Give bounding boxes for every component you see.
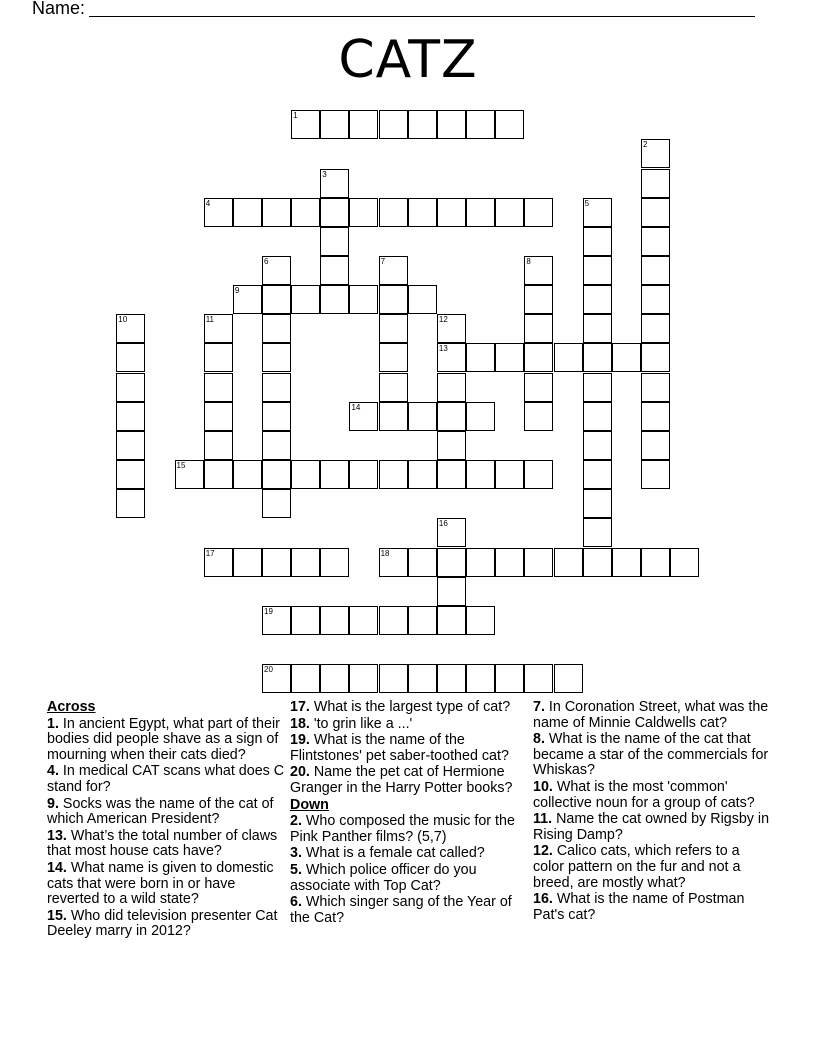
- down-clue: [533, 732, 773, 779]
- clue-number: 17.: [290, 699, 310, 715]
- clue-text: In ancient Egypt, what part of their bodies did people shave as a sign of mourning when their cats died?: [47, 715, 280, 763]
- grid-cell[interactable]: [554, 343, 583, 372]
- cell-number: 19: [264, 606, 273, 616]
- grid-cell[interactable]: [204, 548, 233, 577]
- clue-text: What is the most 'common' collective noun for a group of cats?: [533, 778, 755, 811]
- grid-cell[interactable]: [583, 518, 612, 547]
- grid-cell[interactable]: [320, 548, 349, 577]
- grid-cell[interactable]: [291, 110, 320, 139]
- grid-cell[interactable]: [291, 198, 320, 227]
- clues-column-2: [290, 700, 530, 927]
- clue-text: Who did television presenter Cat Deeley marry in 2012?: [47, 907, 278, 940]
- grid-cell[interactable]: [320, 285, 349, 314]
- clue-number: 10.: [533, 778, 553, 795]
- grid-cell[interactable]: [670, 548, 699, 577]
- clue-number: 19.: [290, 732, 310, 749]
- grid-cell[interactable]: [262, 460, 291, 489]
- grid-cell[interactable]: [524, 664, 553, 693]
- grid-cell[interactable]: [641, 227, 670, 256]
- grid-cell[interactable]: [262, 285, 291, 314]
- cell-number: 4: [205, 198, 211, 208]
- down-clue: [290, 814, 530, 845]
- grid-cell[interactable]: [437, 460, 466, 489]
- grid-cell[interactable]: [408, 606, 437, 635]
- clue-text: What is the name of the Flintstones' pet saber-toothed cat?: [290, 732, 509, 764]
- grid-cell[interactable]: [495, 664, 524, 693]
- cell-number: 16: [438, 519, 448, 529]
- grid-cell[interactable]: [524, 285, 553, 314]
- grid-cell[interactable]: [233, 198, 262, 227]
- grid-cell[interactable]: [466, 110, 495, 139]
- grid-cell[interactable]: [583, 314, 612, 343]
- grid-cell[interactable]: [408, 664, 437, 693]
- grid-cell[interactable]: [641, 343, 670, 372]
- clue-number: 16.: [533, 891, 553, 908]
- grid-cell[interactable]: [408, 460, 437, 489]
- grid-cell[interactable]: [583, 373, 612, 402]
- cell-number: 7: [380, 257, 386, 266]
- grid-cell[interactable]: [320, 227, 349, 256]
- grid-cell[interactable]: [641, 198, 670, 227]
- cell-number: 17: [205, 548, 215, 558]
- grid-cell[interactable]: [583, 227, 612, 256]
- grid-cell[interactable]: [262, 431, 291, 460]
- grid-cell[interactable]: [320, 606, 349, 635]
- cell-number: 20: [264, 665, 273, 675]
- grid-cell[interactable]: [524, 198, 553, 227]
- clue-text: In medical CAT scans what does C stand for?: [47, 763, 285, 795]
- grid-cell[interactable]: [466, 606, 495, 635]
- clue-number: 6.: [290, 894, 302, 911]
- grid-cell[interactable]: [524, 402, 553, 431]
- grid-cell[interactable]: [320, 460, 349, 489]
- clue-number: 13.: [47, 827, 67, 844]
- grid-cell[interactable]: [408, 402, 437, 431]
- down-clue: [290, 863, 530, 894]
- grid-cell[interactable]: [495, 460, 524, 489]
- grid-cell[interactable]: [349, 285, 378, 314]
- clue-number: 18.: [290, 715, 310, 732]
- across-clue: [290, 765, 530, 796]
- grid-cell[interactable]: [466, 402, 495, 431]
- clues-column-1: [47, 700, 287, 941]
- clue-text: What’s the total number of claws that most house cats have?: [47, 827, 278, 860]
- grid-cell[interactable]: [233, 460, 262, 489]
- across-clue: [47, 797, 287, 828]
- grid-cell[interactable]: [437, 110, 466, 139]
- grid-cell[interactable]: [116, 343, 145, 372]
- grid-cell[interactable]: [379, 548, 408, 577]
- grid-cell[interactable]: [116, 402, 145, 431]
- grid-cell[interactable]: [583, 402, 612, 431]
- grid-cell[interactable]: [583, 285, 612, 314]
- grid-cell[interactable]: [320, 198, 349, 227]
- grid-cell[interactable]: [379, 343, 408, 372]
- cell-number: 13: [438, 344, 448, 354]
- down-clue: [533, 892, 773, 923]
- grid-cell[interactable]: [495, 343, 524, 372]
- grid-cell[interactable]: [262, 606, 291, 635]
- grid-cell[interactable]: [291, 548, 320, 577]
- grid-cell[interactable]: [524, 548, 553, 577]
- grid-cell[interactable]: [262, 402, 291, 431]
- grid-cell[interactable]: [204, 431, 233, 460]
- grid-cell[interactable]: [612, 343, 641, 372]
- clue-text: What is the name of the cat that became a star of the commercials for Whiskas?: [533, 731, 769, 779]
- grid-cell[interactable]: [466, 460, 495, 489]
- clue-number: 12.: [533, 843, 553, 860]
- across-clue: [47, 909, 287, 940]
- grid-cell[interactable]: [349, 664, 378, 693]
- down-clue: [533, 700, 773, 731]
- grid-cell[interactable]: [641, 373, 670, 402]
- grid-cell[interactable]: [641, 402, 670, 431]
- clue-text: What name is given to domestic cats that were born in or have reverted to a wild state?: [47, 859, 274, 908]
- grid-cell[interactable]: [349, 460, 378, 489]
- grid-cell[interactable]: [175, 460, 204, 489]
- grid-cell[interactable]: [437, 664, 466, 693]
- grid-cell[interactable]: [495, 548, 524, 577]
- across-clue: [47, 861, 287, 908]
- grid-cell[interactable]: [349, 402, 378, 431]
- grid-cell[interactable]: [262, 373, 291, 402]
- grid-cell[interactable]: [379, 402, 408, 431]
- grid-cell[interactable]: [379, 664, 408, 693]
- across-clue: [47, 717, 287, 764]
- clue-text: Name the pet cat of Hermione Granger in the Harry Potter books?: [290, 764, 513, 796]
- down-clue: [533, 780, 773, 811]
- grid-cell[interactable]: [262, 343, 291, 372]
- clue-number: 5.: [290, 861, 302, 878]
- grid-cell[interactable]: [349, 606, 378, 635]
- across-clue: [47, 764, 287, 795]
- grid-cell[interactable]: [583, 548, 612, 577]
- grid-cell[interactable]: [408, 198, 437, 227]
- clue-number: 20.: [290, 764, 310, 781]
- name-underline[interactable]: [89, 0, 755, 17]
- name-label: Name:: [32, 0, 86, 18]
- grid-cell[interactable]: [320, 664, 349, 693]
- grid-cell[interactable]: [466, 548, 495, 577]
- grid-cell[interactable]: [291, 460, 320, 489]
- grid-cell[interactable]: [262, 314, 291, 343]
- clue-text: Who composed the music for the Pink Panther films? (5,7): [290, 813, 515, 845]
- cell-number: 14: [351, 402, 361, 412]
- grid-cell[interactable]: [204, 373, 233, 402]
- grid-cell[interactable]: [262, 198, 291, 227]
- grid-cell[interactable]: [408, 285, 437, 314]
- grid-cell[interactable]: [204, 343, 233, 372]
- grid-cell[interactable]: [641, 314, 670, 343]
- grid-cell[interactable]: [641, 169, 670, 198]
- grid-cell[interactable]: [320, 169, 349, 198]
- clue-number: 4.: [47, 763, 59, 780]
- grid-cell[interactable]: [466, 343, 495, 372]
- grid-cell[interactable]: [204, 198, 233, 227]
- grid-cell[interactable]: [641, 285, 670, 314]
- grid-cell[interactable]: [524, 343, 553, 372]
- grid-cell[interactable]: [437, 198, 466, 227]
- clue-text: Which singer sang of the Year of the Cat?: [290, 894, 512, 926]
- clue-text: Which police officer do you associate with Top Cat?: [290, 861, 477, 894]
- across-clue: [290, 717, 530, 733]
- grid-cell[interactable]: [204, 460, 233, 489]
- clue-number: 7.: [533, 699, 545, 715]
- grid-cell[interactable]: [495, 198, 524, 227]
- grid-cell[interactable]: [554, 664, 583, 693]
- down-heading: Down: [290, 796, 329, 813]
- grid-cell[interactable]: [641, 256, 670, 285]
- clue-text: Calico cats, which refers to a color pattern on the fur and not a breed, are mostly what?: [533, 843, 741, 891]
- grid-cell[interactable]: [437, 431, 466, 460]
- grid-cell[interactable]: [233, 285, 262, 314]
- grid-cell[interactable]: [437, 314, 466, 343]
- grid-cell[interactable]: [320, 256, 349, 285]
- grid-cell[interactable]: [291, 664, 320, 693]
- grid-cell[interactable]: [262, 664, 291, 693]
- cell-number: 9: [234, 286, 240, 296]
- down-clue: [533, 844, 773, 891]
- grid-cell[interactable]: [641, 548, 670, 577]
- grid-cell[interactable]: [583, 489, 612, 518]
- clue-number: 11.: [533, 811, 553, 828]
- grid-cell[interactable]: [262, 256, 291, 285]
- clue-text: What is a female cat called?: [305, 845, 485, 862]
- cell-number: 12: [438, 315, 448, 325]
- cell-number: 3: [322, 169, 327, 179]
- grid-cell[interactable]: [524, 460, 553, 489]
- clue-text: What is the largest type of cat?: [313, 699, 511, 715]
- grid-cell[interactable]: [437, 373, 466, 402]
- down-clue: [290, 846, 530, 862]
- clue-text: Name the cat owned by Rigsby in Rising Damp?: [533, 811, 770, 843]
- grid-cell[interactable]: [116, 431, 145, 460]
- clue-number: 14.: [47, 859, 67, 876]
- grid-cell[interactable]: [524, 314, 553, 343]
- grid-cell[interactable]: [612, 548, 641, 577]
- down-clue: [533, 812, 773, 843]
- grid-cell[interactable]: [524, 256, 553, 285]
- grid-cell[interactable]: [437, 402, 466, 431]
- grid-cell[interactable]: [524, 373, 553, 402]
- grid-cell[interactable]: [583, 256, 612, 285]
- name-field[interactable]: [32, 0, 755, 19]
- cell-number: 6: [264, 257, 269, 266]
- grid-cell[interactable]: [379, 256, 408, 285]
- grid-cell[interactable]: [641, 460, 670, 489]
- grid-cell[interactable]: [233, 548, 262, 577]
- grid-cell[interactable]: [262, 489, 291, 518]
- across-clue: [290, 700, 530, 716]
- grid-cell[interactable]: [641, 139, 670, 168]
- down-clue: [290, 895, 530, 926]
- grid-cell[interactable]: [495, 110, 524, 139]
- grid-cell[interactable]: [408, 110, 437, 139]
- cell-number: 1: [293, 111, 298, 121]
- clue-text: 'to grin like a ...': [313, 715, 413, 732]
- cell-number: 18: [380, 548, 390, 558]
- grid-cell[interactable]: [262, 548, 291, 577]
- grid-cell[interactable]: [204, 402, 233, 431]
- grid-cell[interactable]: [349, 198, 378, 227]
- grid-cell[interactable]: [204, 314, 233, 343]
- grid-cell[interactable]: [379, 606, 408, 635]
- grid-cell[interactable]: [437, 577, 466, 606]
- across-clue: [47, 829, 287, 860]
- grid-cell[interactable]: [437, 606, 466, 635]
- grid-cell[interactable]: [379, 110, 408, 139]
- grid-cell[interactable]: [641, 431, 670, 460]
- grid-cell[interactable]: [379, 198, 408, 227]
- cell-number: 11: [205, 315, 214, 325]
- across-heading: Across: [47, 699, 96, 715]
- grid-cell[interactable]: [116, 314, 145, 343]
- clue-number: 8.: [533, 731, 545, 748]
- clue-number: 3.: [290, 845, 302, 862]
- grid-cell[interactable]: [583, 343, 612, 372]
- grid-cell[interactable]: [379, 460, 408, 489]
- grid-cell[interactable]: [291, 606, 320, 635]
- grid-cell[interactable]: [437, 343, 466, 372]
- grid-cell[interactable]: [116, 489, 145, 518]
- grid-cell[interactable]: [349, 110, 378, 139]
- grid-cell[interactable]: [466, 198, 495, 227]
- grid-cell[interactable]: [466, 664, 495, 693]
- cell-number: 5: [584, 198, 590, 208]
- grid-cell[interactable]: [583, 460, 612, 489]
- grid-cell[interactable]: [291, 285, 320, 314]
- grid-cell[interactable]: [379, 314, 408, 343]
- across-clue: [290, 733, 530, 764]
- clues-column-3: [533, 700, 773, 924]
- grid-cell[interactable]: [437, 548, 466, 577]
- clue-number: 15.: [47, 907, 67, 924]
- grid-cell[interactable]: [116, 460, 145, 489]
- grid-cell[interactable]: [437, 518, 466, 547]
- clue-text: Socks was the name of the cat of which American President?: [47, 795, 274, 828]
- clue-number: 9.: [47, 795, 59, 812]
- cell-number: 8: [526, 257, 531, 266]
- clue-number: 1.: [47, 715, 59, 732]
- clue-text: In Coronation Street, what was the name of Minnie Caldwells cat?: [533, 699, 769, 731]
- grid-cell[interactable]: [583, 198, 612, 227]
- cell-number: 10: [118, 315, 128, 325]
- grid-cell[interactable]: [379, 285, 408, 314]
- clue-number: 2.: [290, 813, 302, 830]
- grid-cell[interactable]: [379, 373, 408, 402]
- cell-number: 15: [176, 461, 186, 471]
- page-title: CATZ: [338, 30, 478, 90]
- grid-cell[interactable]: [583, 431, 612, 460]
- clue-text: What is the name of Postman Pat's cat?: [533, 891, 745, 923]
- grid-cell[interactable]: [554, 548, 583, 577]
- grid-cell[interactable]: [320, 110, 349, 139]
- grid-cell[interactable]: [408, 548, 437, 577]
- cell-number: 2: [642, 140, 648, 150]
- grid-cell[interactable]: [116, 373, 145, 402]
